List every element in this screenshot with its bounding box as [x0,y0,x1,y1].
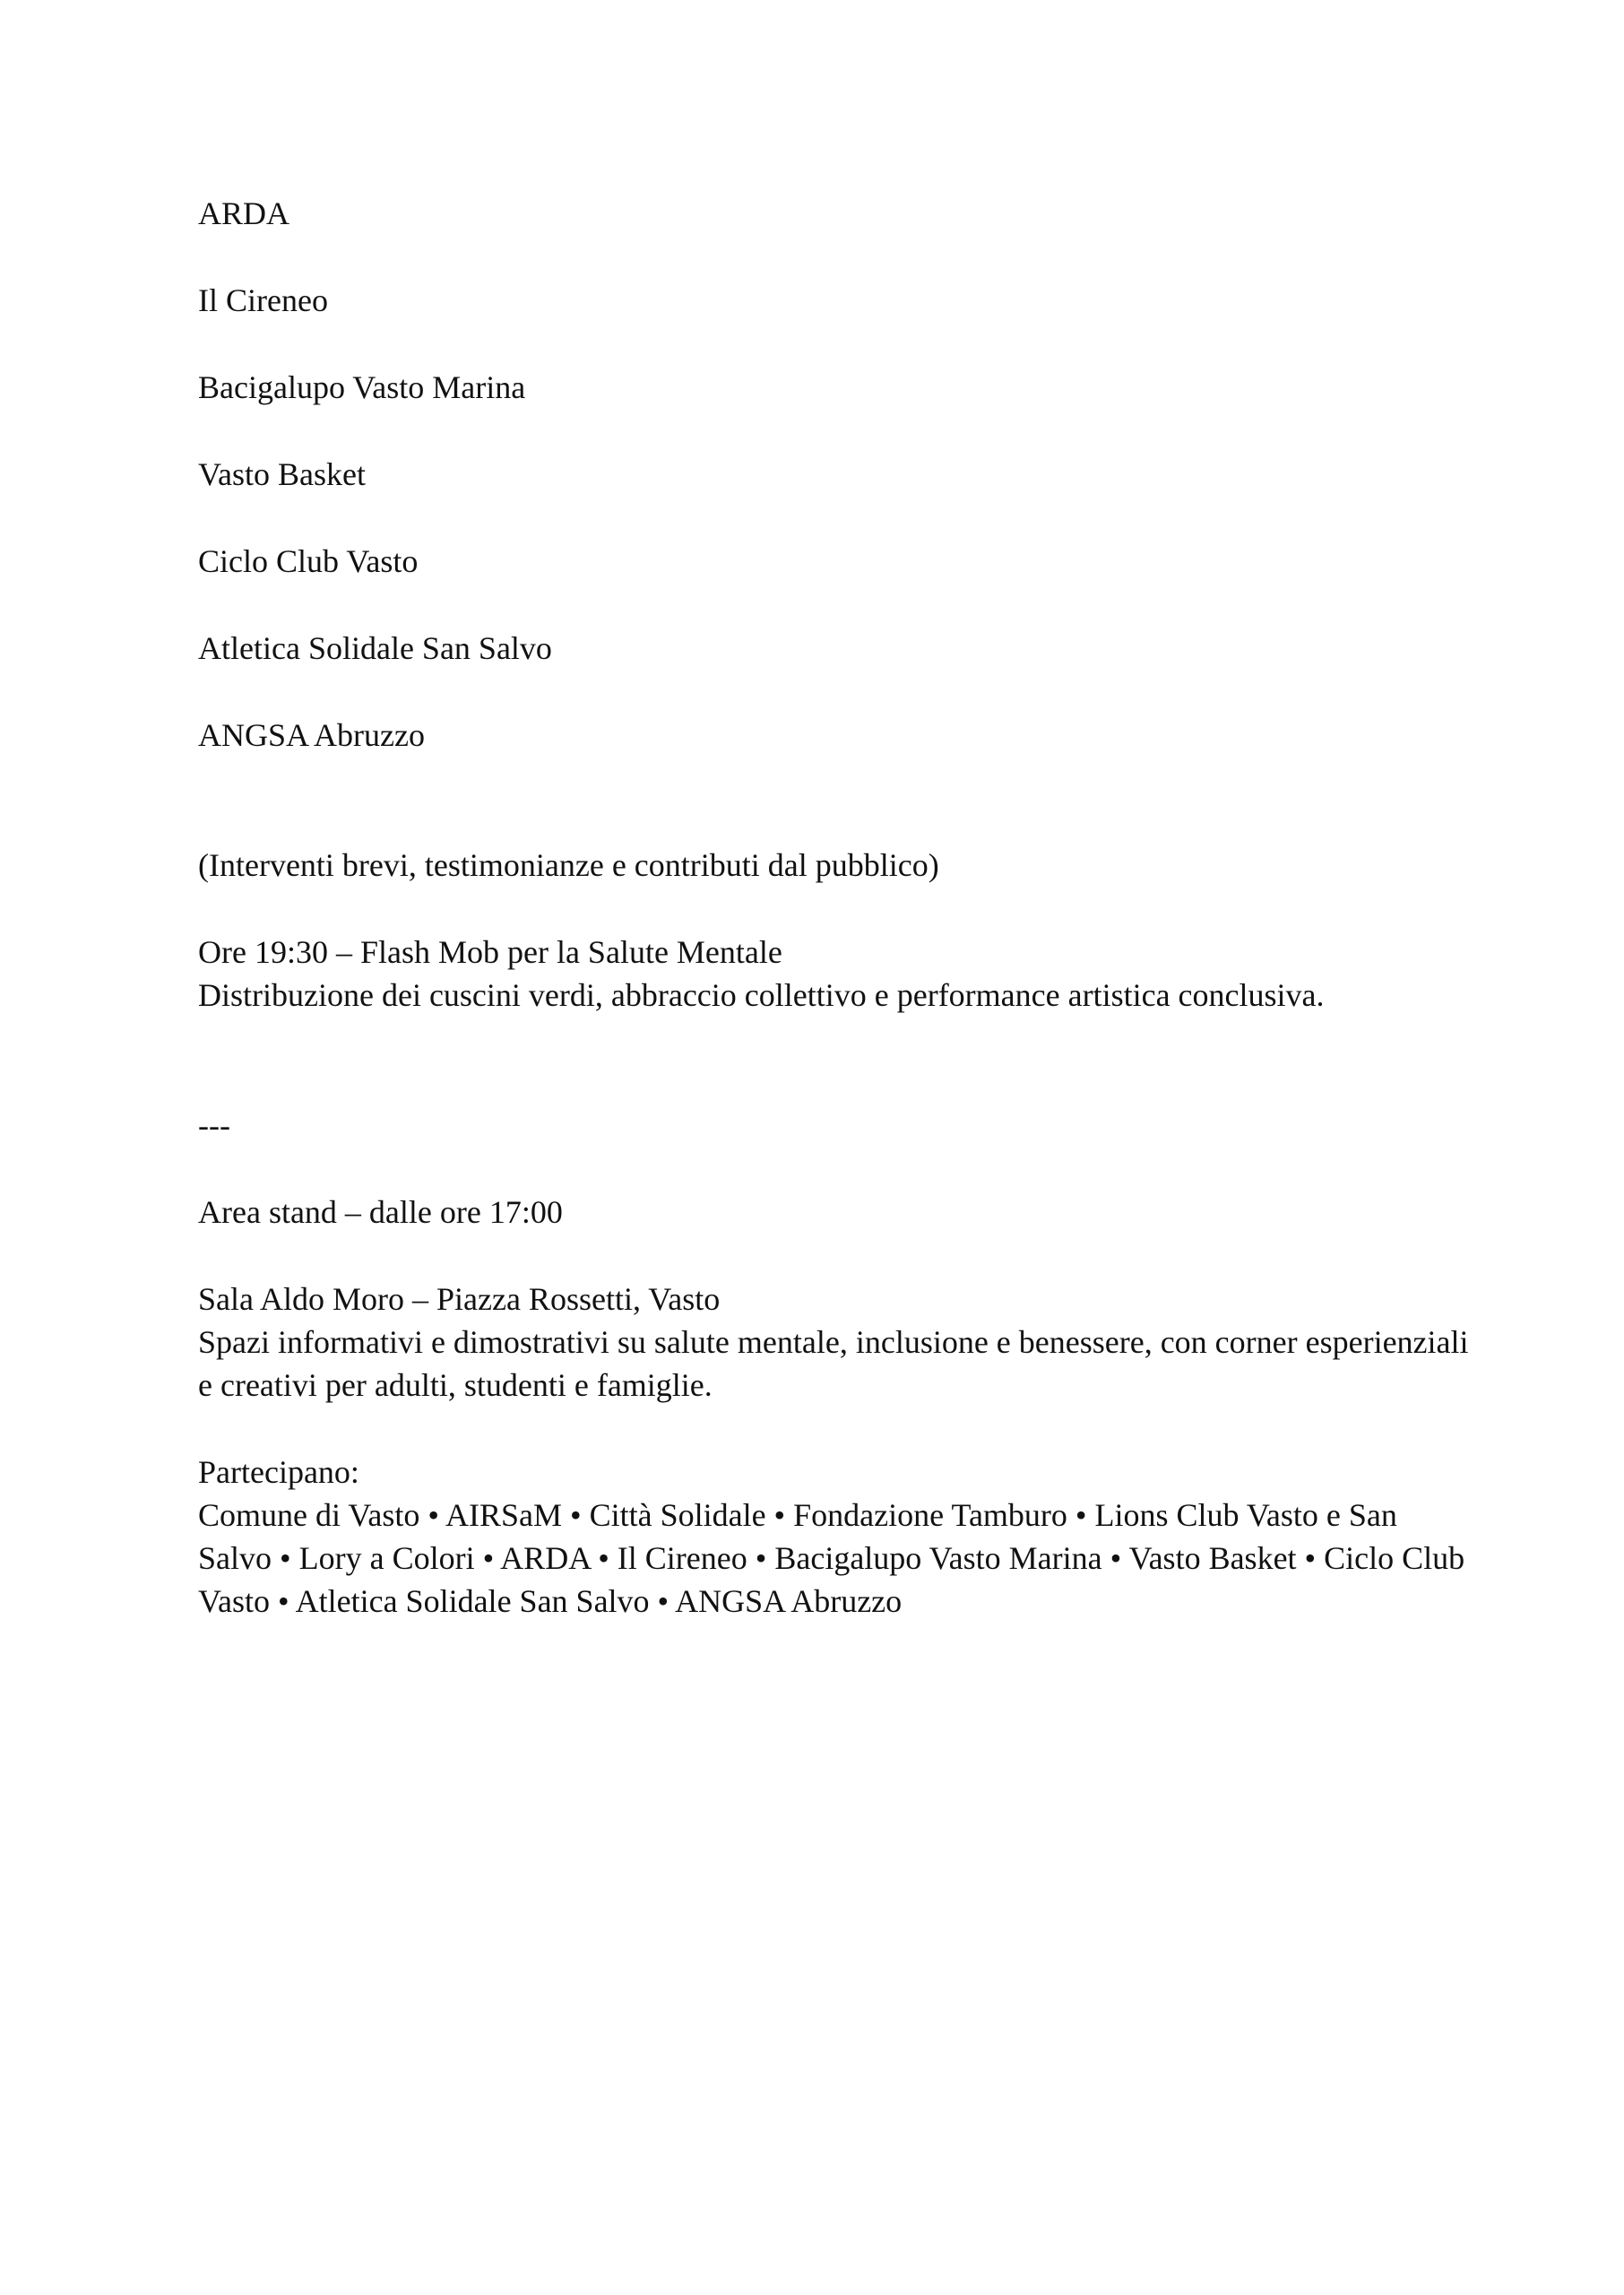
list-item: Vasto Basket [198,456,366,492]
list-item: Bacigalupo Vasto Marina [198,369,526,405]
flash-mob-section [198,931,1471,1017]
venue-description: Spazi informativi e dimostrativi su salute mentale, inclusione e benessere, con corner esperienziali e creativi per adulti, studenti e famiglie. [198,1324,1469,1403]
venue-location: Sala Aldo Moro – Piazza Rossetti, Vasto [198,1281,721,1317]
flash-mob-description: Distribuzione dei cuscini verdi, abbraccio collettivo e performance artistica conclusiva. [198,977,1325,1013]
list-item: Il Cireneo [198,282,328,318]
list-item: Ciclo Club Vasto [198,543,419,579]
participants-label: Partecipano: [198,1454,359,1490]
venue-section [198,1277,1471,1407]
audience-note: (Interventi brevi, testimonianze e contributi dal pubblico) [198,847,939,883]
list-item: Atletica Solidale San Salvo [198,630,552,666]
list-item: ANGSA Abruzzo [198,717,425,753]
document-body [198,192,1471,1623]
participants-section [198,1451,1471,1623]
section-separator: --- [198,1107,230,1143]
participants-list: Comune di Vasto • AIRSaM • Città Solidale • Fondazione Tamburo • Lions Club Vasto e San Salvo • Lory a Colori • ARDA • Il Cireneo • Bacigalupo Vasto Marina • Vasto Basket • Ciclo Club Vasto • Atletica Solidale San Salvo • ANGSA Abruzzo [198,1497,1465,1619]
list-item: ARDA [198,195,290,231]
flash-mob-title: Ore 19:30 – Flash Mob per la Salute Mentale [198,934,782,970]
stand-heading: Area stand – dalle ore 17:00 [198,1194,563,1230]
